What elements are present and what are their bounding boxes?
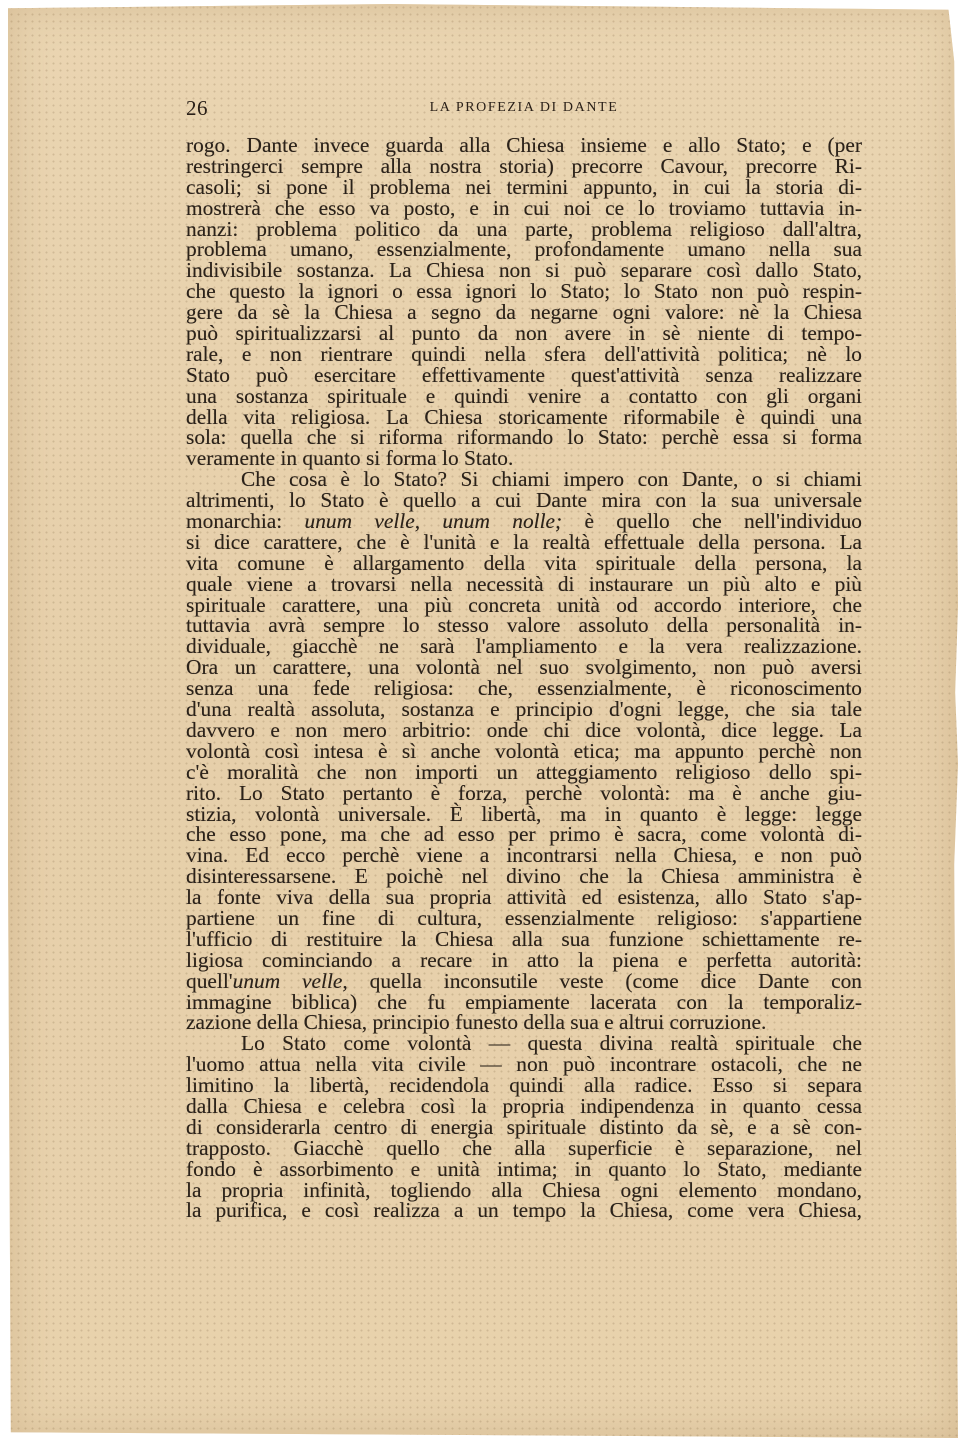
text-line: rito. Lo Stato pertanto è forza, perchè volontà: ma è anche giu- [186,780,862,805]
text-run: quella inconsutile veste (come dice Dante con [347,968,862,993]
text-line: c'è moralità che non importi un atteggiamento religioso dello spi- [186,759,862,784]
running-title: LA PROFEZIA DI DANTE [429,100,619,115]
text-line: Lo Stato come volontà — questa divina realtà spirituale che [241,1031,862,1056]
text-line: altrimenti, lo Stato è quello a cui Dante mira con la sua universale [186,488,862,513]
latin-quote: unum velle, [232,968,348,993]
text-line: spirituale carattere, una più concreta unità od accordo interiore, che [186,592,862,617]
text-line: davvero e non mero arbitrio: onde chi dice volontà, dice legge. La [186,717,862,742]
text-line: la purifica, e così realizza a un tempo la Chiesa, come vera Chiesa, [186,1198,862,1223]
text-line: fondo è assorbimento e unità intima; in quanto lo Stato, mediante [186,1156,862,1181]
text-line: veramente in quanto si forma lo Stato. [186,446,514,471]
body-text [186,135,862,1221]
text-line: della vita religiosa. La Chiesa storicamente riformabile è quindi una [186,404,862,429]
text-run: quell' [186,968,233,993]
page-number: 26 [186,96,208,120]
text-line: senza una fede religiosa: che, essenzialmente, è riconoscimento [186,676,862,701]
text-line: stizia, volontà universale. È libertà, ma in quanto è legge: legge [186,801,862,826]
text-line: vina. Ed ecco perchè viene a incontrarsi nella Chiesa, e non può [186,843,862,868]
text-line: vita comune è allargamento della vita spirituale della persona, la [186,550,862,575]
text-line: una sostanza spirituale e quindi venire a contatto con gli organi [186,383,862,408]
text-line: l'ufficio di restituire la Chiesa alla sua funzione schiettamente re- [186,926,862,951]
text-line: casoli; si pone il problema nei termini appunto, in cui la storia di- [186,174,862,199]
text-line: Ora un carattere, una volontà nel suo svolgimento, non può aversi [186,655,862,680]
text-line: quale viene a trovarsi nella necessità di instaurare un più alto e più [186,571,862,596]
latin-quote: unum velle, unum nolle; [304,509,563,534]
text-line: problema umano, essenzialmente, profondamente umano nella sua [186,237,862,262]
text-line: mostrerà che esso va posto, e in cui noi ce lo troviamo tuttavia in- [186,195,862,220]
text-line: tuttavia avrà sempre lo stesso valore assoluto della personalità in- [186,613,862,638]
text-line: gere da sè la Chiesa a segno da negarne ogni valore: nè la Chiesa [186,300,862,325]
text-line: rogo. Dante invece guarda alla Chiesa insieme e allo Stato; e (per [186,133,862,157]
text-line: rale, e non rientrare quindi nella sfera dell'attività politica; nè lo [186,341,862,366]
text-line: trapposto. Giacchè quello che alla superficie è separazione, nel [186,1135,862,1160]
text-line: nanzi: problema politico da una parte, problema religioso dall'altra, [186,216,862,241]
text-line: si dice carattere, che è l'unità e la realtà effettuale della persona. La [186,529,862,554]
text-line: sola: quella che si riforma riformando lo Stato: perchè essa si forma [186,425,862,450]
text-run: è quello che nell'individuo [562,509,862,534]
text-line: immagine biblica) che fu empiamente lacerata con la temporaliz- [186,989,862,1014]
text-line: che esso pone, ma che ad esso per primo è sacra, come volontà di- [186,822,862,847]
text-line: l'uomo attua nella vita civile — non può incontrare ostacoli, che ne [186,1052,862,1077]
text-line: disinteressarsene. E poichè nel divino che la Chiesa amministra è [186,864,862,889]
text-line: restringerci sempre alla nostra storia) precorre Cavour, precorre Ri- [186,153,862,178]
text-line: indivisibile sostanza. La Chiesa non si può separare così dallo Stato, [186,258,862,283]
text-line: partiene un fine di cultura, essenzialmente religioso: s'appartiene [186,905,862,930]
text-line: di considerarla centro di energia spirituale distinto da sè, e a sè con- [186,1114,862,1139]
text-line: può spiritualizzarsi al punto da non avere in sè niente di tempo- [186,321,862,346]
text-line-mixed [186,511,862,532]
text-line: d'una realtà assoluta, sostanza e principio d'ogni legge, che sia tale [186,697,862,722]
text-line: dividuale, giacchè ne sarà l'ampliamento e la vera realizzazione. [186,634,862,659]
text-line: che questo la ignori o essa ignori lo Stato; lo Stato non può respin- [186,279,862,304]
text-line: ligiosa cominciando a recare in atto la piena e perfetta autorità: [186,947,862,972]
running-head [186,96,862,120]
text-line: zazione della Chiesa, principio funesto della sua e altrui corruzione. [186,1010,767,1035]
text-line: la propria infinità, togliendo alla Chiesa ogni elemento mondano, [186,1177,862,1202]
text-line: limitino la libertà, recidendola quindi alla radice. Esso si separa [186,1073,862,1098]
text-run: monarchia: [186,509,305,534]
text-line-mixed [186,968,862,993]
text-line: Che cosa è lo Stato? Si chiami impero con Dante, o si chiami [241,467,862,492]
text-line: volontà così intesa è sì anche volontà etica; ma appunto perchè non [186,738,862,763]
text-line: Stato può esercitare effettivamente quest'attività senza realizzare [186,362,862,387]
text-line: la fonte viva della sua propria attività ed esistenza, allo Stato s'ap- [186,885,862,910]
text-line: dalla Chiesa e celebra così la propria indipendenza in quanto cessa [186,1093,862,1118]
